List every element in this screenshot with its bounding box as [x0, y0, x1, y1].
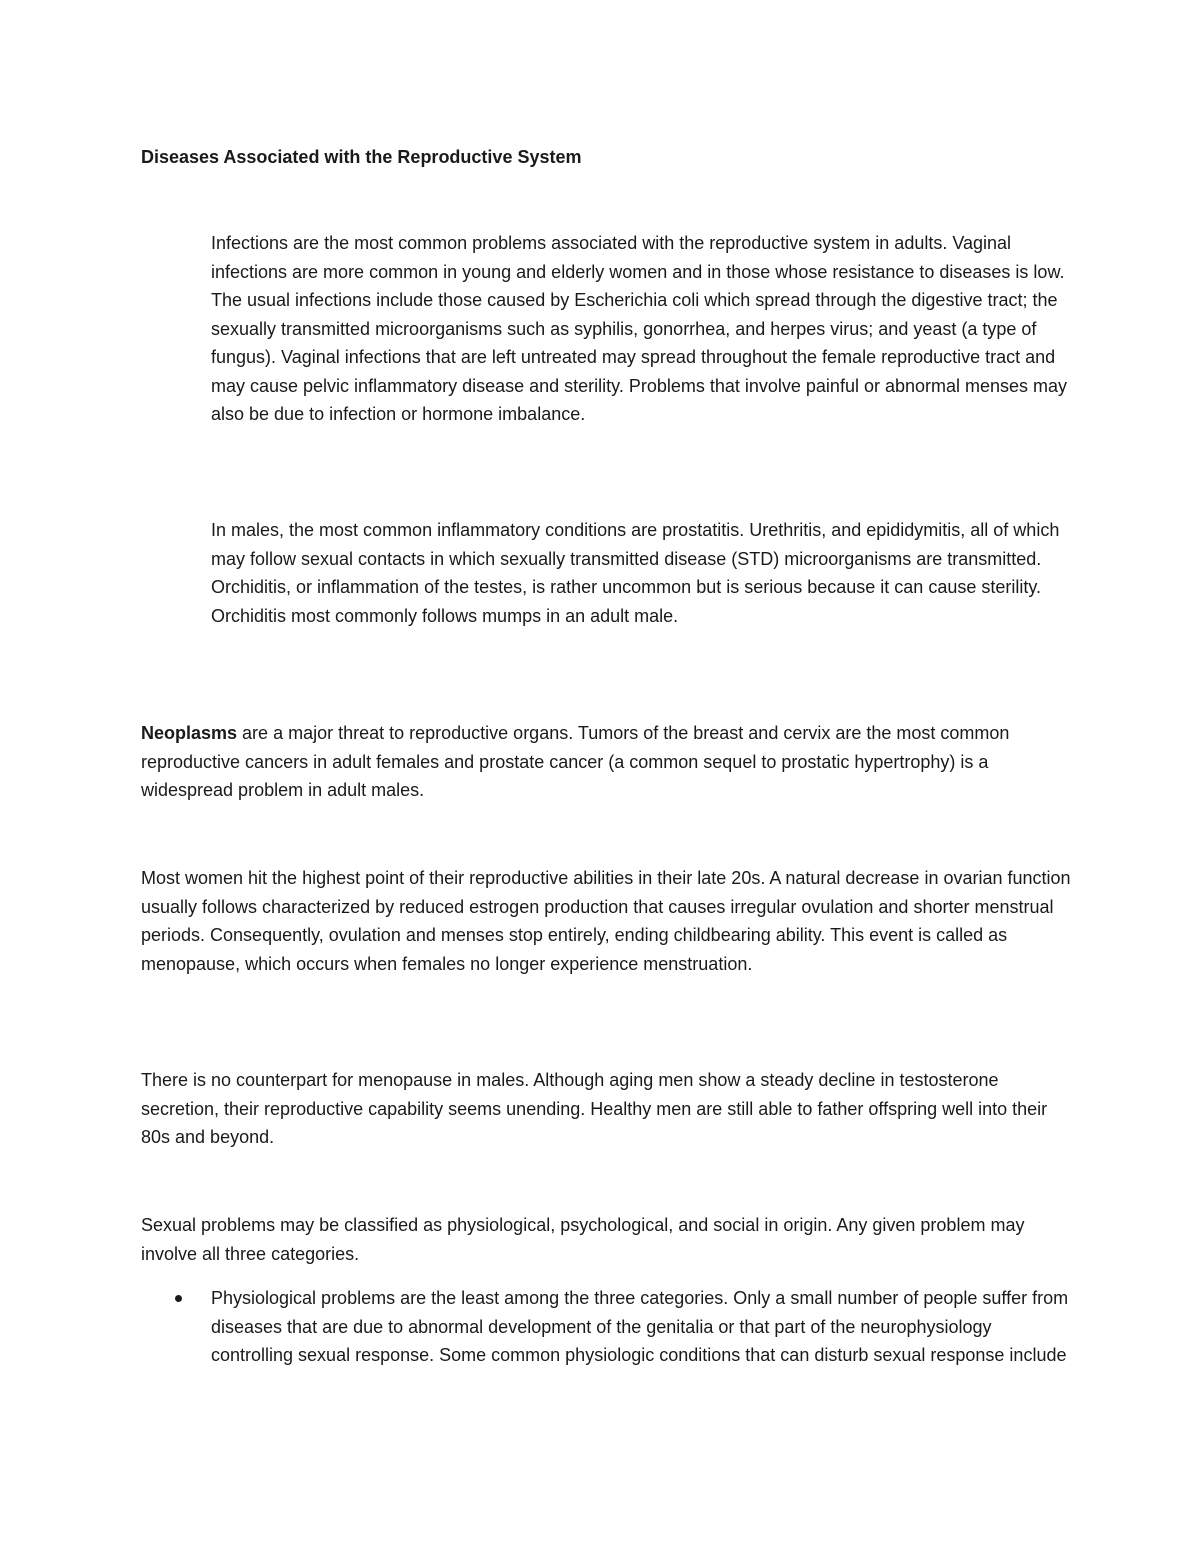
- neoplasms-text: are a major threat to reproductive organs. Tumors of the breast and cervix are the most common reproductive cancers in adult females and prostate cancer (a common sequel to prostatic hypertrophy) is a widespread problem in adult males.: [141, 723, 1010, 800]
- males-inflammation-paragraph: In males, the most common inflammatory conditions are prostatitis. Urethritis, and epididymitis, all of which may follow sexual contacts in which sexually transmitted disease (STD) microorganisms are transmitted. Orchiditis, or inflammation of the testes, is rather uncommon but is serious because it can cause sterility. Orchiditis most commonly follows mumps in an adult male.: [211, 520, 1060, 626]
- menopause-women-paragraph: Most women hit the highest point of their reproductive abilities in their late 20s. A natural decrease in ovarian function usually follows characterized by reduced estrogen production that causes irregular ovulation and shorter menstrual periods. Consequently, ovulation and menses stop entirely, ending childbearing ability. This event is called as menopause, which occurs when females no longer experience menstruation.: [141, 868, 1071, 974]
- neoplasms-term: Neoplasms: [141, 723, 238, 743]
- men-aging-paragraph: There is no counterpart for menopause in males. Although aging men show a steady decline in testosterone secretion, their reproductive capability seems unending. Healthy men are still able to father offspring well into their 80s and beyond.: [141, 1070, 1048, 1147]
- sexual-problems-paragraph: Sexual problems may be classified as physiological, psychological, and social in origin. Any given problem may involve all three categories.: [141, 1215, 1025, 1264]
- document-title: Diseases Associated with the Reproductive System: [141, 147, 582, 167]
- bullet-text: Physiological problems are the least among the three categories. Only a small number of people suffer from diseases that are due to abnormal development of the genitalia or that part of the neurophysiology controlling sexual response. Some common physiologic conditions that can disturb sexual response include: [211, 1288, 1069, 1365]
- neoplasms-paragraph: [141, 719, 1071, 805]
- bullet-icon: [175, 1295, 182, 1302]
- infections-paragraph: Infections are the most common problems associated with the reproductive system in adults. Vaginal infections are more common in young and elderly women and in those whose resistance to diseases is low. The usual infections include those caused by Escherichia coli which spread through the digestive tract; the sexually transmitted microorganisms such as syphilis, gonorrhea, and herpes virus; and yeast (a type of fungus). Vaginal infections that are left untreated may spread throughout the female reproductive tract and may cause pelvic inflammatory disease and sterility. Problems that involve painful or abnormal menses may also be due to infection or hormone imbalance.: [211, 233, 1068, 424]
- bullet-list: [141, 1284, 1071, 1370]
- list-item: [141, 1284, 1071, 1370]
